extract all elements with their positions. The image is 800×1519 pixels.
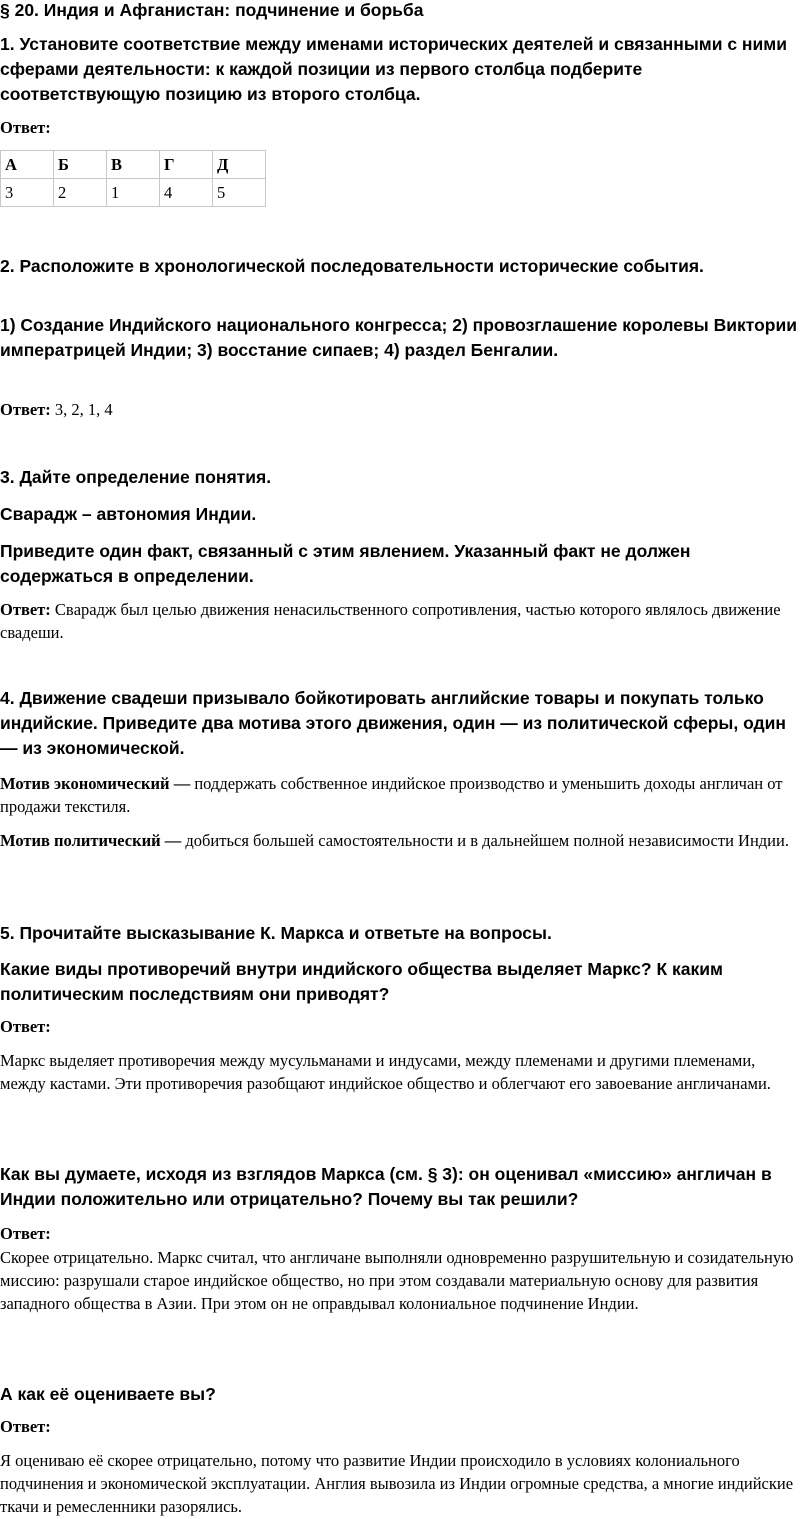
motive-political-text: добиться большей самостоятельности и в дальнейшем полной независимости Индии.	[185, 831, 789, 850]
table-header-cell: Г	[160, 151, 213, 179]
answer-label: Ответ:	[0, 400, 51, 419]
page-title: § 20. Индия и Афганистан: подчинение и борьба	[0, 0, 424, 20]
question-1: 1. Установите соответствие между именами исторических деятелей и связанными с ними сферами деятельности: к каждой позиции из первого столбца подберите соответствующую позицию из второго столбца.	[0, 34, 787, 104]
answer-label: Ответ:	[0, 1417, 51, 1436]
table-value-cell: 4	[160, 179, 213, 207]
answer-table-header-row	[1, 151, 266, 179]
answer-3	[0, 598, 800, 644]
question-5-sub-2: Как вы думаете, исходя из взглядов Маркса (см. § 3): он оценивал «миссию» англичан в Индии положительно или отрицательно? Почему вы так решили?	[0, 1164, 772, 1209]
motive-economic-text: поддержать собственное индийское производство и уменьшить доходы англичан от продажи текстиля.	[0, 774, 783, 816]
answer-label-5-3	[0, 1415, 800, 1438]
answer-5-1: Маркс выделяет противоречия между мусульманами и индусами, между племенами и другими племенами, между кастами. Эти противоречия разобщают индийское общество и облегчают его завоевание англичанами.	[0, 1051, 771, 1093]
answer-label: Ответ:	[0, 1224, 51, 1243]
table-header-cell: Б	[54, 151, 107, 179]
table-header-cell: А	[1, 151, 54, 179]
answer-label-5-1	[0, 1015, 800, 1038]
question-3: 3. Дайте определение понятия.	[0, 467, 272, 487]
question-5: 5. Прочитайте высказывание К. Маркса и ответьте на вопросы.	[0, 923, 552, 943]
answer-5-3: Я оцениваю её скорее отрицательно, потому что развитие Индии происходило в условиях колониального подчинения и экономической эксплуатации. Англия вывозила из Индии огромные средства, а многие индийские ткачи и ремесленники разорялись.	[0, 1451, 794, 1516]
question-3-task: Приведите один факт, связанный с этим явлением. Указанный факт не должен содержаться в определении.	[0, 541, 691, 586]
motive-political	[0, 829, 800, 852]
answer-label: Ответ:	[0, 118, 51, 137]
answer-table	[0, 150, 266, 207]
answer-label-1	[0, 116, 800, 139]
table-value-cell: 1	[107, 179, 160, 207]
table-value-cell: 5	[213, 179, 266, 207]
question-5-sub-3: А как её оцениваете вы?	[0, 1384, 216, 1404]
motive-economic	[0, 772, 800, 818]
answer-label: Ответ:	[0, 1017, 51, 1036]
answer-3-text: Свaрадж был целью движения ненасильственного сопротивления, частью которого являлось движение свадеши.	[0, 600, 781, 642]
question-4: 4. Движение свадеши призывало бойкотировать английские товары и покупать только индийские. Приведите два мотива этого движения, один — из политической сферы, один — из экономической.	[0, 688, 786, 758]
question-2-events: 1) Создание Индийского национального конгресса; 2) провозглашение королевы Виктории императрицей Индии; 3) восстание сипаев; 4) раздел Бенгалии.	[0, 315, 797, 360]
question-5-sub-1: Какие виды противоречий внутри индийского общества выделяет Маркс? К каким политическим последствиям они приводят?	[0, 959, 723, 1004]
answer-2-text: 3, 2, 1, 4	[54, 400, 113, 419]
answer-label: Ответ:	[0, 600, 51, 619]
question-2: 2. Расположите в хронологической последовательности исторические события.	[0, 256, 704, 276]
question-3-definition: Свaрадж – автономия Индии.	[0, 504, 257, 524]
table-value-cell: 2	[54, 179, 107, 207]
answer-table-value-row	[1, 179, 266, 207]
table-header-cell: В	[107, 151, 160, 179]
answer-2	[0, 398, 800, 421]
motive-economic-label: Мотив экономический —	[0, 774, 191, 793]
answer-5-2: Скорее отрицательно. Маркс считал, что англичане выполняли одновременно разрушительную и созидательную миссию: разрушали старое индийское общество, но при этом создавали материальную основу для развития западного общества в Азии. При этом он не оправдывал колониальное подчинение Индии.	[0, 1248, 794, 1313]
motive-political-label: Мотив политический —	[0, 831, 182, 850]
table-header-cell: Д	[213, 151, 266, 179]
answer-label-5-2	[0, 1222, 800, 1245]
table-value-cell: 3	[1, 179, 54, 207]
